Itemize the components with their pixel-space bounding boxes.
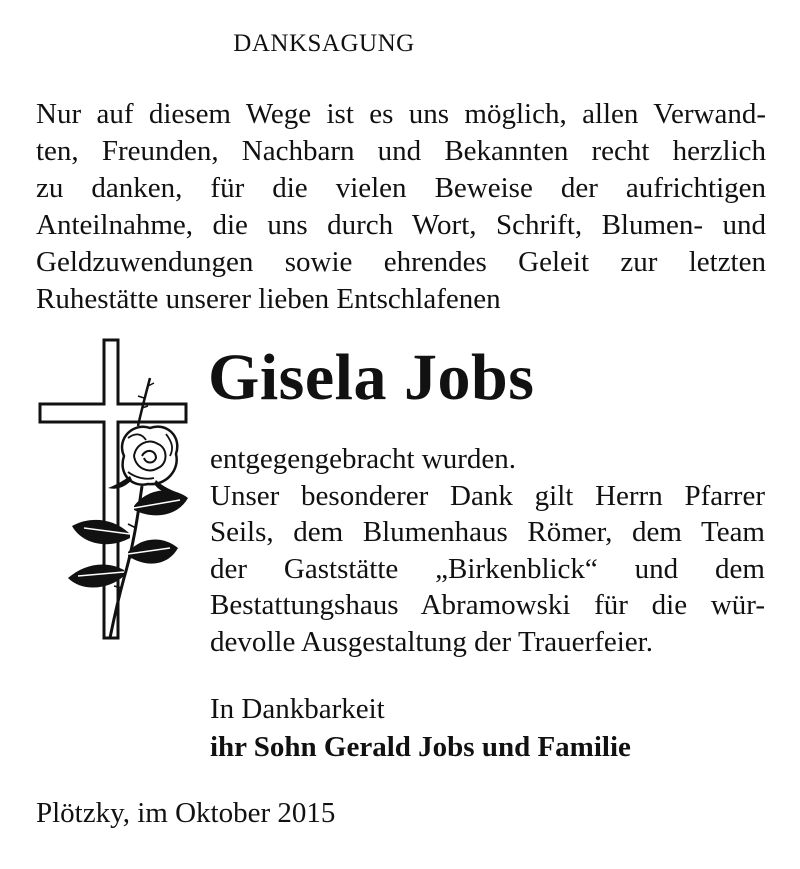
thanks-paragraph: [210, 441, 765, 660]
closing-phrase: In Dankbarkeit: [210, 693, 385, 725]
closing-block: [210, 690, 631, 766]
intro-line: Nur auf diesem Wege ist es uns möglich, allen Verwand-: [36, 98, 766, 130]
intro-paragraph: [36, 96, 766, 318]
cross-with-rose-icon: [38, 338, 190, 648]
thanks-line: Seils, dem Blumenhaus Römer, dem Team: [210, 516, 765, 548]
thanks-line: entgegengebracht wurden.: [210, 443, 516, 475]
thanks-line: Unser besonderer Dank gilt Herrn Pfarrer: [210, 479, 765, 512]
thanks-line: Bestattungshaus Abramowski für die wür-: [210, 589, 765, 621]
notice-heading: DANKSAGUNG: [233, 30, 415, 57]
place-date: Plötzky, im Oktober 2015: [36, 797, 336, 829]
intro-line: Geldzuwendungen sowie ehrendes Geleit zur letzten: [36, 246, 766, 278]
intro-line: ten, Freunden, Nachbarn und Bekannten recht herzlich: [36, 135, 766, 167]
intro-line: Anteilnahme, die uns durch Wort, Schrift, Blumen- und: [36, 209, 766, 241]
thanks-line: der Gaststätte „Birkenblick“ und dem: [210, 552, 765, 585]
intro-line: zu danken, für die vielen Beweise der aufrichtigen: [36, 172, 766, 204]
signer: ihr Sohn Gerald Jobs und Familie: [210, 731, 631, 763]
thanks-line: devolle Ausgestaltung der Trauerfeier.: [210, 625, 653, 658]
intro-line: Ruhestätte unserer lieben Entschlafenen: [36, 283, 501, 315]
deceased-name: Gisela Jobs: [208, 341, 535, 414]
